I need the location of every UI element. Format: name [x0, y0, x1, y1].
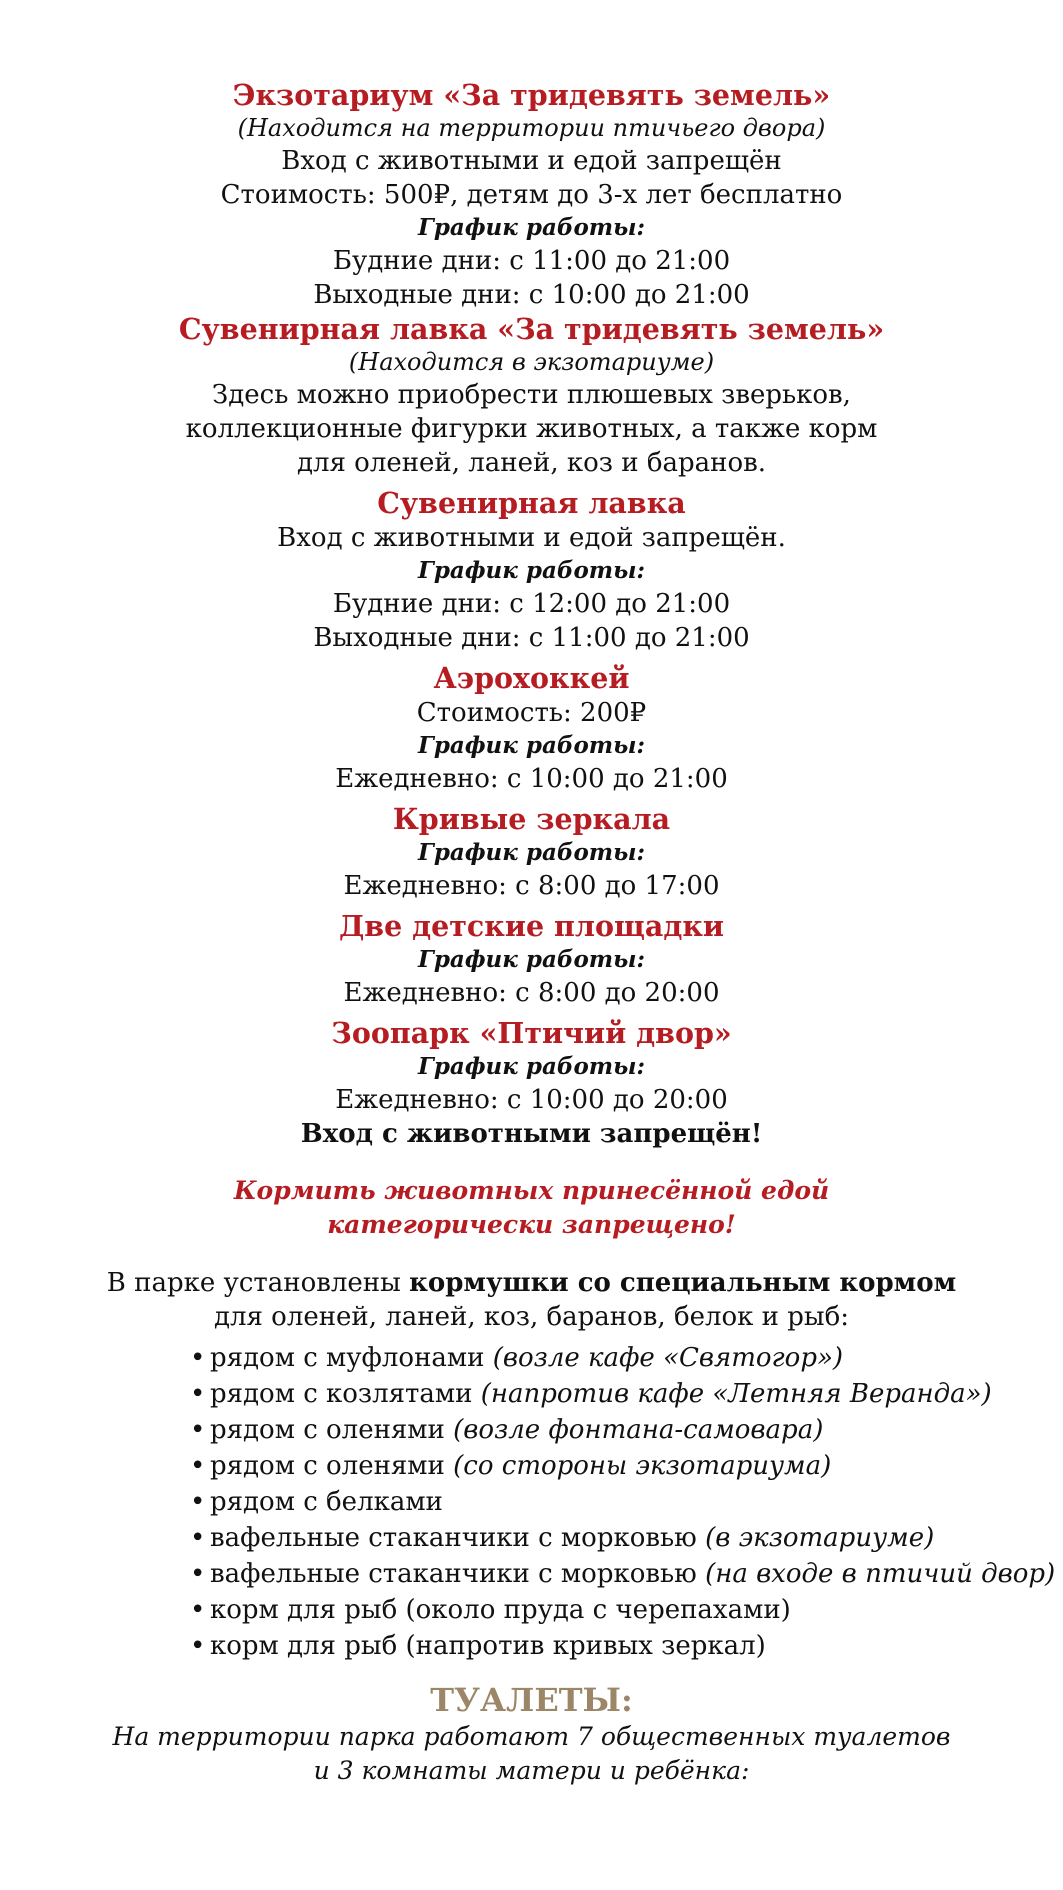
- feeder-location-text: рядом с оленями: [210, 1451, 454, 1481]
- feeder-location-text: корм для рыб (напротив кривых зеркал): [210, 1631, 766, 1661]
- ekzotarium-location: (Находится на территории птичьего двора): [237, 114, 826, 142]
- zoo-title: Зоопарк «Птичий двор»: [331, 1016, 732, 1050]
- section-toilets: [0, 1680, 1063, 1788]
- feeding-warning: [0, 1174, 1063, 1242]
- playgrounds-schedule-label: График работы:: [417, 946, 646, 973]
- feeder-location-text: корм для рыб (около пруда с черепахами): [210, 1595, 791, 1625]
- feeder-list-item: [190, 1592, 1050, 1628]
- ekzotarium-price: Стоимость: 500₽, детям до 3-х лет бесплатно: [220, 180, 843, 210]
- feeder-location-note: (в экзотариуме): [705, 1523, 935, 1553]
- feeders-intro: [0, 1266, 1063, 1300]
- feeder-location-note: (возле фонтана-самовара): [453, 1415, 824, 1445]
- bullet-icon: •: [190, 1343, 206, 1373]
- feeder-location-text: вафельные стаканчики с морковью: [210, 1559, 706, 1589]
- souvenir-ekz-desc-2: коллекционные фигурки животных, а также корм: [185, 414, 878, 444]
- bullet-icon: •: [190, 1559, 206, 1589]
- feeder-location-text: рядом с белками: [210, 1487, 443, 1517]
- airhockey-daily: Ежедневно: с 10:00 до 21:00: [335, 764, 728, 794]
- playgrounds-title: Две детские площадки: [338, 909, 725, 943]
- souvenir-weekends: Выходные дни: с 11:00 до 21:00: [313, 623, 750, 653]
- souvenir-title: Сувенирная лавка: [377, 486, 686, 520]
- mirrors-title: Кривые зеркала: [392, 802, 671, 836]
- feeder-location-text: рядом с муфлонами: [210, 1343, 493, 1373]
- feeder-location-text: рядом с оленями: [210, 1415, 454, 1445]
- feeders-intro-plain: В парке установлены: [106, 1268, 410, 1298]
- ekzotarium-weekends: Выходные дни: с 10:00 до 21:00: [313, 280, 750, 310]
- zoo-daily: Ежедневно: с 10:00 до 20:00: [335, 1085, 728, 1115]
- feeder-location-text: рядом с козлятами: [210, 1379, 481, 1409]
- section-souvenir-ekzotarium: [0, 312, 1063, 480]
- ekzotarium-rule: Вход с животными и едой запрещён: [281, 146, 782, 176]
- feeder-list-item: [190, 1340, 1050, 1376]
- mirrors-daily: Ежедневно: с 8:00 до 17:00: [343, 871, 720, 901]
- feeder-list-item: [190, 1628, 1050, 1664]
- toilets-line-2: и 3 комнаты матери и ребёнка:: [313, 1756, 750, 1785]
- souvenir-ekz-desc-1: Здесь можно приобрести плюшевых зверьков,: [212, 380, 851, 410]
- playgrounds-daily: Ежедневно: с 8:00 до 20:00: [343, 978, 720, 1008]
- ekzotarium-schedule-label: График работы:: [417, 214, 646, 241]
- feeder-location-note: (напротив кафе «Летняя Веранда»): [480, 1379, 992, 1409]
- section-feeders: [0, 1266, 1063, 1664]
- bullet-icon: •: [190, 1379, 206, 1409]
- bullet-icon: •: [190, 1595, 206, 1625]
- ekzotarium-title: Экзотариум «За тридевять земель»: [232, 78, 831, 112]
- feeder-list-item: [190, 1412, 1050, 1448]
- section-mirrors: [0, 802, 1063, 903]
- section-zoo: [0, 1016, 1063, 1152]
- attractions-info-page: [0, 78, 1063, 1788]
- bullet-icon: •: [190, 1415, 206, 1445]
- bullet-icon: •: [190, 1523, 206, 1553]
- souvenir-ekz-title: Сувенирная лавка «За тридевять земель»: [178, 312, 885, 346]
- souvenir-rule: Вход с животными и едой запрещён.: [277, 523, 786, 553]
- souvenir-weekdays: Будние дни: с 12:00 до 21:00: [332, 589, 731, 619]
- feeder-list-item: [190, 1448, 1050, 1484]
- zoo-rule: Вход с животными запрещён!: [300, 1119, 763, 1149]
- section-playgrounds: [0, 909, 1063, 1010]
- mirrors-schedule-label: График работы:: [417, 839, 646, 866]
- section-airhockey: [0, 661, 1063, 796]
- warning-line-2: категорически запрещено!: [327, 1210, 736, 1239]
- ekzotarium-weekdays: Будние дни: с 11:00 до 21:00: [332, 246, 731, 276]
- feeders-intro-bold: кормушки со специальным кормом: [409, 1268, 957, 1298]
- souvenir-ekz-location: (Находится в экзотариуме): [348, 348, 715, 376]
- toilets-line-1: На территории парка работают 7 общественных туалетов: [112, 1722, 951, 1751]
- bullet-icon: •: [190, 1451, 206, 1481]
- feeder-location-note: (возле кафе «Святогор»): [492, 1343, 844, 1373]
- souvenir-ekz-desc-3: для оленей, ланей, коз и баранов.: [296, 448, 767, 478]
- bullet-icon: •: [190, 1631, 206, 1661]
- feeder-location-text: вафельные стаканчики с морковью: [210, 1523, 706, 1553]
- airhockey-title: Аэрохоккей: [433, 661, 630, 695]
- toilets-title: ТУАЛЕТЫ:: [430, 1681, 633, 1719]
- section-souvenir: [0, 486, 1063, 655]
- warning-line-1: Кормить животных принесённой едой: [233, 1176, 830, 1205]
- feeders-list: [190, 1340, 1056, 1664]
- airhockey-price: Стоимость: 200₽: [416, 698, 647, 728]
- feeders-intro-line-2: для оленей, ланей, коз, баранов, белок и рыб:: [213, 1302, 850, 1332]
- feeder-list-item: [190, 1520, 1050, 1556]
- airhockey-schedule-label: График работы:: [417, 732, 646, 759]
- bullet-icon: •: [190, 1487, 206, 1517]
- section-ekzotarium: [0, 78, 1063, 312]
- feeder-list-item: [190, 1556, 1056, 1592]
- feeder-list-item: [190, 1484, 1050, 1520]
- feeder-location-note: (на входе в птичий двор): [705, 1559, 1056, 1589]
- souvenir-schedule-label: График работы:: [417, 557, 646, 584]
- feeder-list-item: [190, 1376, 1050, 1412]
- zoo-schedule-label: График работы:: [417, 1053, 646, 1080]
- feeder-location-note: (со стороны экзотариума): [453, 1451, 832, 1481]
